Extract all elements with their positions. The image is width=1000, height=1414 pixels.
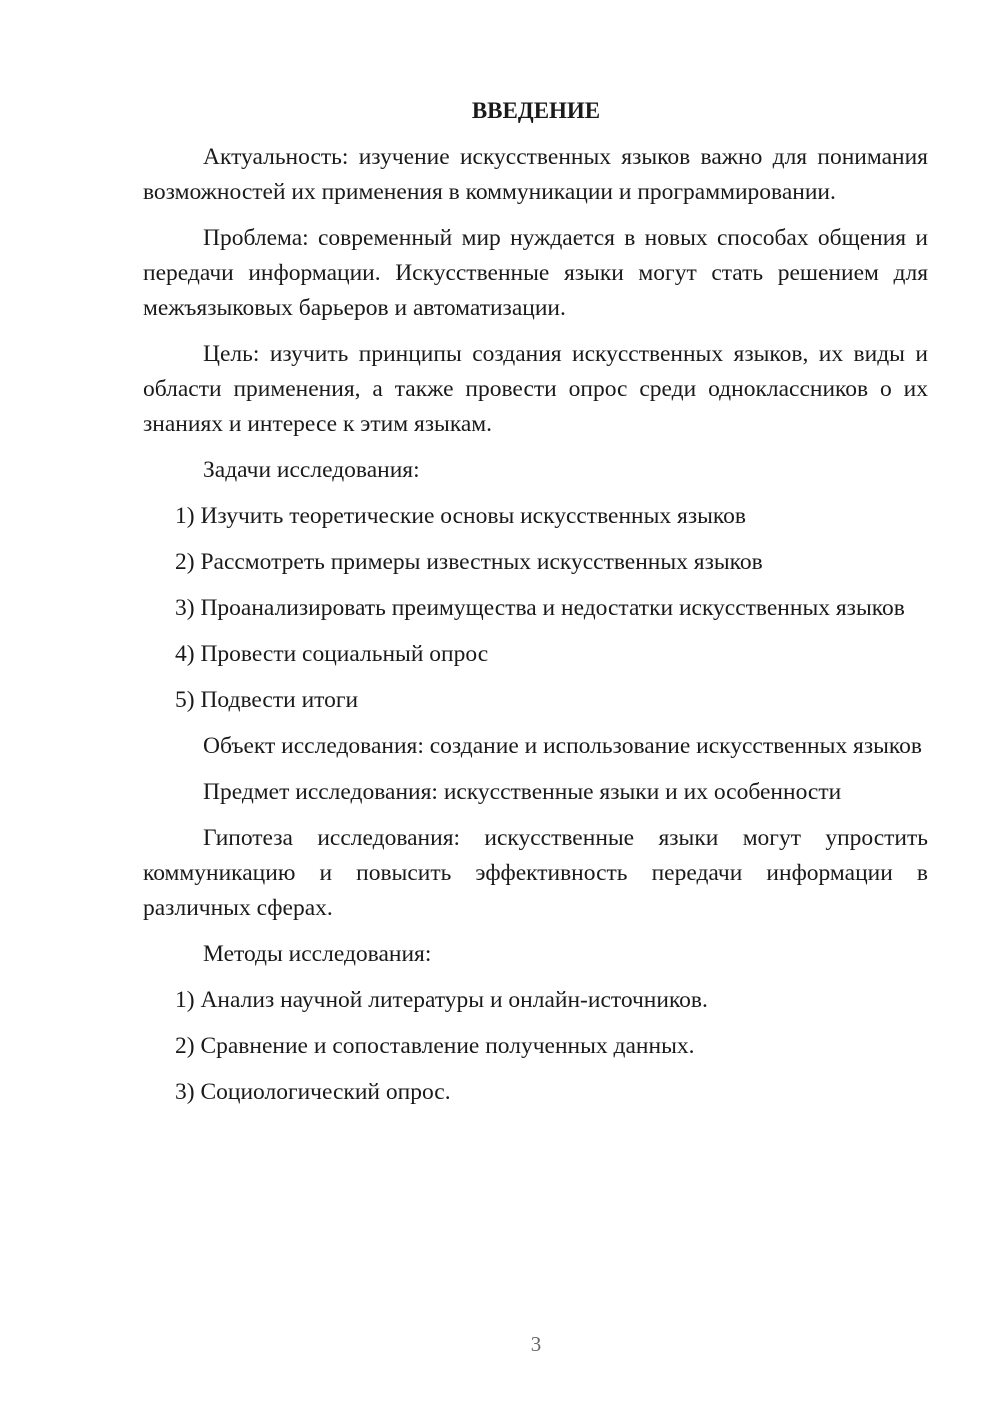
list-item-method-3: 3) Социологический опрос.	[175, 1079, 451, 1105]
paragraph-hypothesis: Гипотеза исследования: искусственные языки могут упростить коммуникацию и повысить эффективность передачи информации в различных сферах.	[143, 825, 928, 921]
paragraph-tasks-heading: Задачи исследования:	[203, 457, 420, 483]
paragraph-methods-heading: Методы исследования:	[203, 941, 432, 967]
section-body	[143, 140, 928, 1121]
paragraph-relevance: Актуальность: изучение искусственных языков важно для понимания возможностей их применения в коммуникации и программировании.	[143, 144, 928, 205]
paragraph-problem: Проблема: современный мир нуждается в новых способах общения и передачи информации. Искусственные языки могут стать решением для межъязыковых барьеров и автоматизации.	[143, 225, 928, 321]
list-item-method-2: 2) Сравнение и сопоставление полученных данных.	[175, 1033, 695, 1059]
list-item-task-2: 2) Рассмотреть примеры известных искусственных языков	[175, 549, 763, 575]
list-item-method-1: 1) Анализ научной литературы и онлайн-источников.	[175, 987, 708, 1013]
list-item-task-4: 4) Провести социальный опрос	[175, 641, 489, 667]
paragraph-goal: Цель: изучить принципы создания искусственных языков, их виды и области применения, а также провести опрос среди одноклассников о их знаниях и интересе к этим языкам.	[143, 341, 928, 437]
list-item-task-3: 3) Проанализировать преимущества и недостатки искусственных языков	[175, 595, 905, 621]
paragraph-subject: Предмет исследования: искусственные языки и их особенности	[203, 779, 842, 805]
page-number: 3	[530, 1332, 542, 1356]
list-item-task-5: 5) Подвести итоги	[175, 687, 359, 713]
list-item-task-1: 1) Изучить теоретические основы искусственных языков	[175, 503, 746, 529]
section-title: ВВЕДЕНИЕ	[471, 98, 601, 123]
paragraph-object: Объект исследования: создание и использование искусственных языков	[203, 733, 922, 759]
